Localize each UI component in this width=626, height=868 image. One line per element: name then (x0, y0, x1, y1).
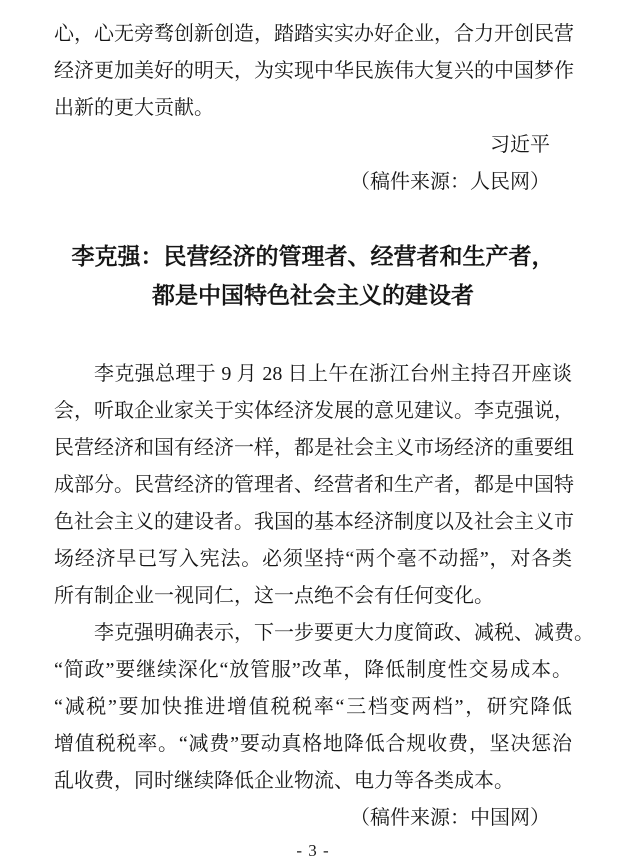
body-line: 民营经济和国有经济一样，都是社会主义市场经济的重要组 (54, 437, 574, 459)
body-line: “减税”要加快推进增值税税率“三档变两档”，研究降低 (54, 696, 572, 718)
body-line: 所有制企业一视同仁，这一点绝不会有任何变化。 (54, 585, 494, 607)
body-line: 增值税税率。“减费”要动真格地降低合规收费，坚决惩治 (54, 733, 572, 755)
article-paragraph-1 (54, 356, 572, 615)
article-title-line-2: 都是中国特色社会主义的建设者 (152, 283, 474, 308)
continuation-paragraph (54, 16, 572, 127)
article-paragraph-2 (54, 615, 594, 800)
body-line: 成部分。民营经济的管理者、经营者和生产者，都是中国特 (54, 474, 574, 496)
body-line: 李克强明确表示，下一步要更大力度简政、减税、减费。 (94, 622, 594, 644)
source-line-renminwang: （稿件来源：人民网） (350, 171, 550, 193)
body-line: 色社会主义的建设者。我国的基本经济制度以及社会主义市 (54, 511, 574, 533)
body-line: “简政”要继续深化“放管服”改革，降低制度性交易成本。 (54, 659, 572, 681)
source-line-zhongguowang: （稿件来源：中国网） (350, 807, 550, 829)
body-line: 场经济早已写入宪法。必须坚持“两个毫不动摇”，对各类 (54, 548, 572, 570)
body-line: 乱收费，同时继续降低企业物流、电力等各类成本。 (54, 770, 514, 792)
article-title (54, 237, 572, 315)
body-line: 经济更加美好的明天，为实现中华民族伟大复兴的中国梦作 (54, 60, 574, 82)
body-line: 心，心无旁骛创新创造，踏踏实实办好企业，合力开创民营 (54, 23, 574, 45)
body-line: 李克强总理于 9 月 28 日上午在浙江台州主持召开座谈 (94, 363, 572, 385)
page-number: - 3 - (296, 841, 330, 860)
body-line: 会，听取企业家关于实体经济发展的意见建议。李克强说， (54, 400, 574, 422)
body-line: 出新的更大贡献。 (54, 97, 214, 119)
article-title-line-1: 李克强：民营经济的管理者、经营者和生产者， (71, 244, 555, 269)
signature: 习近平 (490, 134, 550, 156)
